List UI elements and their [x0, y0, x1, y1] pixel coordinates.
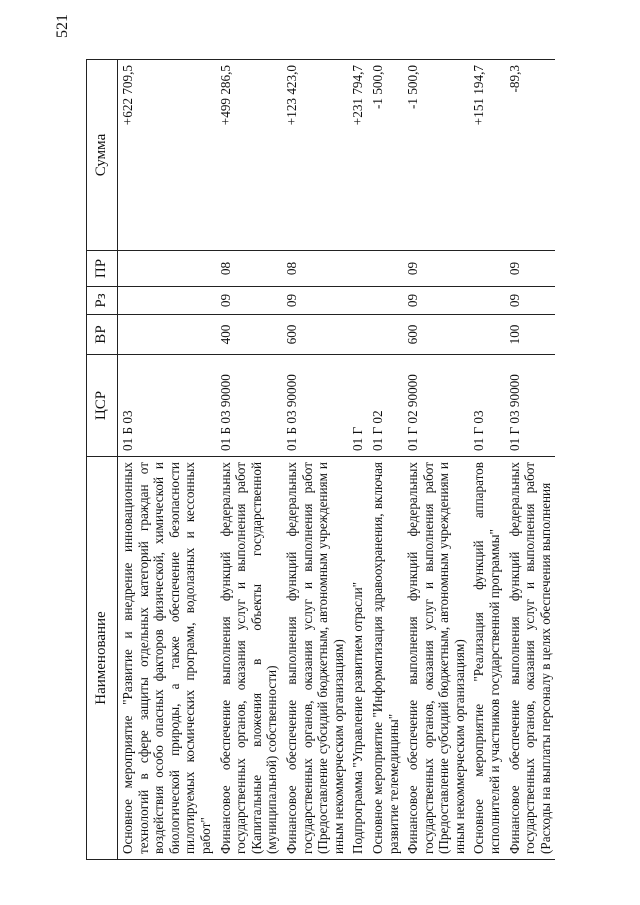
- row-csr: 01 Г 03 90000: [505, 355, 556, 457]
- table-row: [282, 60, 348, 860]
- row-name: Подпрограмма "Управление развитием отрасли": [348, 457, 368, 860]
- row-vr: 400: [216, 315, 282, 355]
- header-name: Наименование: [87, 457, 118, 860]
- row-csr: 01 Г 02: [368, 355, 403, 457]
- row-rz: 09: [216, 287, 282, 315]
- row-vr: [469, 315, 504, 355]
- header-sum: Сумма: [87, 60, 118, 251]
- row-vr: 600: [403, 315, 469, 355]
- table-header: [87, 60, 118, 860]
- row-sum: -89,3: [505, 60, 556, 251]
- row-vr: [368, 315, 403, 355]
- row-rz: [118, 287, 216, 315]
- row-pr: [348, 251, 368, 287]
- row-sum: +622 709,5: [118, 60, 216, 251]
- table-row: [469, 60, 504, 860]
- row-rz: [348, 287, 368, 315]
- table-row: [368, 60, 403, 860]
- row-sum: +231 794,7: [348, 60, 368, 251]
- row-csr: 01 Б 03: [118, 355, 216, 457]
- row-csr: 01 Г 02 90000: [403, 355, 469, 457]
- header-rz: Рз: [87, 287, 118, 315]
- row-pr: [368, 251, 403, 287]
- row-rz: 09: [403, 287, 469, 315]
- budget-table: [86, 59, 555, 860]
- row-csr: 01 Г: [348, 355, 368, 457]
- row-sum: +123 423,0: [282, 60, 348, 251]
- row-rz: 09: [505, 287, 556, 315]
- row-pr: [469, 251, 504, 287]
- table-row: [118, 60, 216, 860]
- table-body: [118, 60, 556, 860]
- table-row: [505, 60, 556, 860]
- row-name: Основное мероприятие "Развитие и внедрение инновационных технологий в сфере защиты отдельных категорий граждан от воздействия особо опасных факторов физической, химической и биологической природы, а также обеспечение безопасности пилотируемых космических программ, водолазных и кессонных работ": [118, 457, 216, 860]
- header-csr: ЦСР: [87, 355, 118, 457]
- table-row: [403, 60, 469, 860]
- page-number: 521: [54, 14, 71, 38]
- row-vr: [348, 315, 368, 355]
- row-name: Финансовое обеспечение выполнения функций федеральных государственных органов, оказания услуг и выполнения работ (Расходы на выплаты персоналу в целях обеспечения выполнения: [505, 457, 556, 860]
- row-sum: -1 500,0: [403, 60, 469, 251]
- row-vr: 100: [505, 315, 556, 355]
- row-vr: 600: [282, 315, 348, 355]
- header-vr: ВР: [87, 315, 118, 355]
- row-sum: -1 500,0: [368, 60, 403, 251]
- row-pr: 08: [216, 251, 282, 287]
- row-pr: 09: [505, 251, 556, 287]
- rotated-content: [54, 14, 618, 860]
- row-sum: +151 194,7: [469, 60, 504, 251]
- row-rz: [368, 287, 403, 315]
- row-csr: 01 Б 03 90000: [216, 355, 282, 457]
- row-name: Основное мероприятие "Информатизация здравоохранения, включая развитие телемедицины": [368, 457, 403, 860]
- row-pr: 09: [403, 251, 469, 287]
- row-pr: [118, 251, 216, 287]
- row-sum: +499 286,5: [216, 60, 282, 251]
- table-row: [216, 60, 282, 860]
- row-vr: [118, 315, 216, 355]
- row-name: Финансовое обеспечение выполнения функций федеральных государственных органов, оказания услуг и выполнения работ (Предоставление субсидий бюджетным, автономным учреждениям и иным некоммерческим организациям): [403, 457, 469, 860]
- row-pr: 08: [282, 251, 348, 287]
- row-name: Основное мероприятие "Реализация функций аппаратов исполнителей и участников государственной программы": [469, 457, 504, 860]
- row-rz: 09: [282, 287, 348, 315]
- table-row: [348, 60, 368, 860]
- header-pr: ПР: [87, 251, 118, 287]
- row-rz: [469, 287, 504, 315]
- row-name: Финансовое обеспечение выполнения функций федеральных государственных органов, оказания услуг и выполнения работ (Капитальные вложения в объекты государственной (муниципальной) собственности): [216, 457, 282, 860]
- row-csr: 01 Б 03 90000: [282, 355, 348, 457]
- row-csr: 01 Г 03: [469, 355, 504, 457]
- row-name: Финансовое обеспечение выполнения функций федеральных государственных органов, оказания услуг и выполнения работ (Предоставление субсидий бюджетным, автономным учреждениям и иным некоммерческим организациям): [282, 457, 348, 860]
